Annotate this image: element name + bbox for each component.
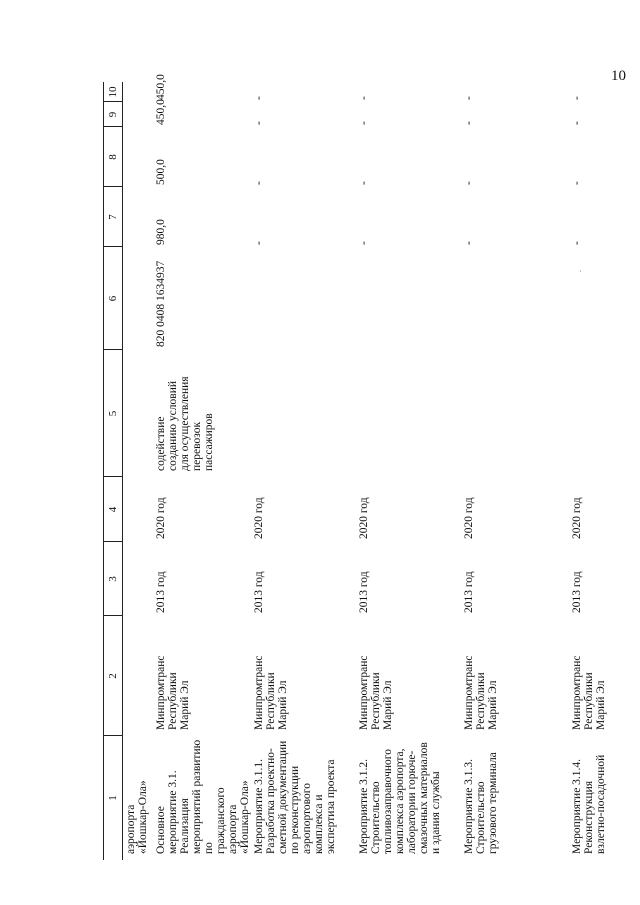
header-column-number: 6 — [107, 295, 119, 302]
table-cell-col-2: Минпромтранс Республики Марий Эл — [571, 655, 607, 730]
table-cell-col-2: Минпромтранс Республики Марий Эл — [155, 655, 191, 730]
header-column-number: 1 — [107, 795, 119, 801]
table-cell-col-7: - — [253, 241, 265, 245]
table-cell-col-5: содействие созданию условий для осуществления перевозок пассажиров — [155, 376, 215, 471]
table-cell-col-9: - — [358, 121, 370, 125]
table-cell-col-9: 450,0 — [155, 99, 167, 125]
table-cell-col-9: - — [571, 121, 583, 125]
header-column-number: 4 — [107, 506, 119, 513]
table-cell-col-1: Мероприятие 3.1.2. Строительство топливозаправочного комплекса аэропорта, лаборатории горюче- смазочных материалов и здания службы — [358, 742, 442, 854]
header-column-number: 10 — [107, 86, 119, 98]
table-cell-col-4: 2020 год — [463, 497, 475, 539]
table-cell-col-7: - — [463, 241, 475, 245]
table-cell-col-4: 2020 год — [155, 497, 167, 539]
table-cell-col-8: - — [463, 181, 475, 185]
table-cell-col-10: - — [571, 96, 583, 100]
header-column-number: 8 — [107, 154, 119, 160]
table-cell-col-1: Мероприятие 3.1.4. Реконструкция взлетно-посадочной — [571, 754, 607, 854]
table-cell-col-3: 2013 год — [463, 571, 475, 613]
table-cell-col-2: Минпромтранс Республики Марий Эл — [463, 655, 499, 730]
table-cell-col-8: 500,0 — [155, 159, 167, 185]
page-number: 10 — [611, 68, 626, 84]
table-cell-col-10: 450,0 — [155, 74, 167, 100]
header-column-number: 5 — [107, 410, 119, 417]
header-column-number: 9 — [107, 111, 119, 118]
table-cell-col-1: Мероприятие 3.1.3. Строительство грузового терминала — [463, 752, 499, 854]
table-cell-col-3: 2013 год — [571, 571, 583, 613]
table-cell-col-10: - — [358, 96, 370, 100]
header-column-number: 2 — [107, 673, 119, 679]
table-cell-col-2: Минпромтранс Республики Марий Эл — [358, 655, 394, 730]
table-cell-col-4: 2020 год — [571, 497, 583, 539]
table-cell-col-3: 2013 год — [155, 571, 167, 613]
table-cell-col-2: Минпромтранс Республики Марий Эл — [253, 655, 289, 730]
table-cell-col-1: аэропорта «Йошкар-Ола» — [125, 780, 149, 854]
table-cell-col-9: - — [253, 121, 265, 125]
table-cell-col-7: - — [571, 241, 583, 245]
table-header-bottom-border — [122, 82, 123, 860]
table-cell-col-3: 2013 год — [253, 571, 265, 613]
table-cell-col-10: - — [253, 96, 265, 100]
table-cell-col-1: Основное мероприятие 3.1. Реализация мероприятий развитию по гражданского аэропорта «Йошкар-Ола» — [155, 739, 251, 854]
table-cell-col-4: 2020 год — [358, 497, 370, 539]
header-column-number: 7 — [107, 214, 119, 220]
program-table — [103, 74, 633, 860]
table-cell-col-6: 820 0408 1634937 — [155, 260, 167, 347]
table-cell-col-4: 2020 год — [253, 497, 265, 539]
table-cell-col-8: - — [253, 181, 265, 185]
scan-speck: · — [579, 267, 582, 276]
table-cell-col-3: 2013 год — [358, 571, 370, 613]
table-cell-col-7: - — [358, 241, 370, 245]
table-cell-col-7: 980,0 — [155, 219, 167, 245]
table-cell-col-8: - — [358, 181, 370, 185]
table-cell-col-9: - — [463, 121, 475, 125]
table-cell-col-8: - — [571, 181, 583, 185]
header-column-number: 3 — [107, 576, 119, 582]
table-cell-col-1: Мероприятие 3.1.1. Разработка проектно- сметной документации по реконструкции аэропортового комплекса и экспертиза проекта — [253, 740, 337, 854]
table-cell-col-10: - — [463, 96, 475, 100]
